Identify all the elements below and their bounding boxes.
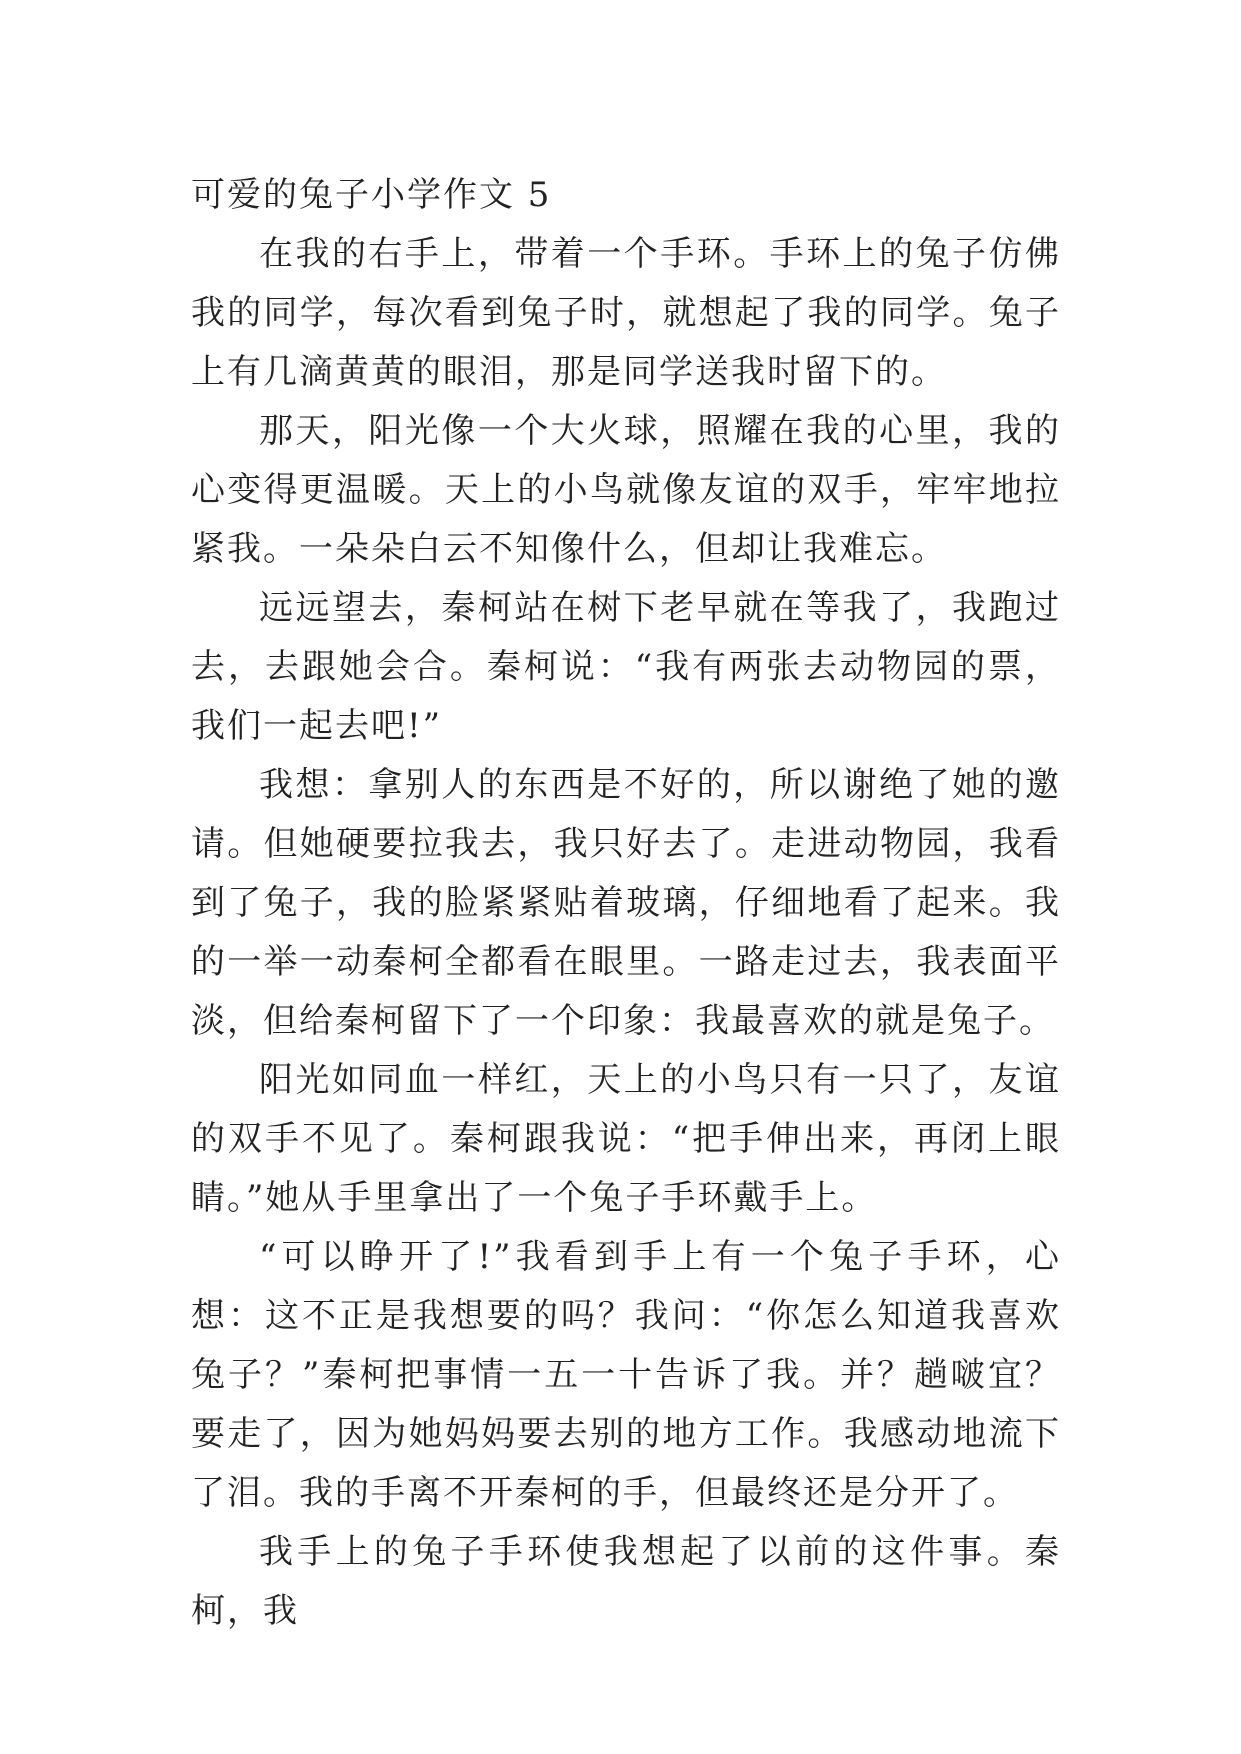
- paragraph-1: 在我的右手上，带着一个手环。手环上的兔子仿佛我的同学，每次看到兔子时，就想起了我的同学。兔子上有几滴黄黄的眼泪，那是同学送我时留下的。: [191, 234, 1061, 392]
- paragraph-3: 远远望去，秦柯站在树下老早就在等我了，我跑过去，去跟她会合。秦柯说：“我有两张去动物园的票，我们一起去吧!”: [191, 588, 1061, 746]
- paragraph-4: 我想：拿别人的东西是不好的，所以谢绝了她的邀请。但她硬要拉我去，我只好去了。走进动物园，我看到了兔子，我的脸紧紧贴着玻璃，仔细地看了起来。我的一举一动秦柯全都看在眼里。一路走过去，我表面平淡，但给秦柯留下了一个印象：我最喜欢的就是兔子。: [191, 765, 1061, 1041]
- paragraph-2: 那天，阳光像一个大火球，照耀在我的心里，我的心变得更温暖。天上的小鸟就像友谊的双手，牢牢地拉紧我。一朵朵白云不知像什么，但却让我难忘。: [191, 411, 1061, 569]
- paragraph-6: “可以睁开了!”我看到手上有一个兔子手环，心想：这不正是我想要的吗？我问：“你怎么知道我喜欢兔子？”秦柯把事情一五一十告诉了我。并？趟啵宜？要走了，因为她妈妈要去别的地方工作。我感动地流下了泪。我的手离不开秦柯的手，但最终还是分开了。: [191, 1237, 1061, 1513]
- essay-body: [191, 166, 1061, 1641]
- essay-title: 可爱的兔子小学作文 5: [191, 175, 552, 215]
- paragraph-7: 我手上的兔子手环使我想起了以前的这件事。秦柯，我: [191, 1532, 1061, 1631]
- paragraph-5: 阳光如同血一样红，天上的小鸟只有一只了，友谊的双手不见了。秦柯跟我说：“把手伸出来，再闭上眼睛。”她从手里拿出了一个兔子手环戴手上。: [191, 1060, 1061, 1218]
